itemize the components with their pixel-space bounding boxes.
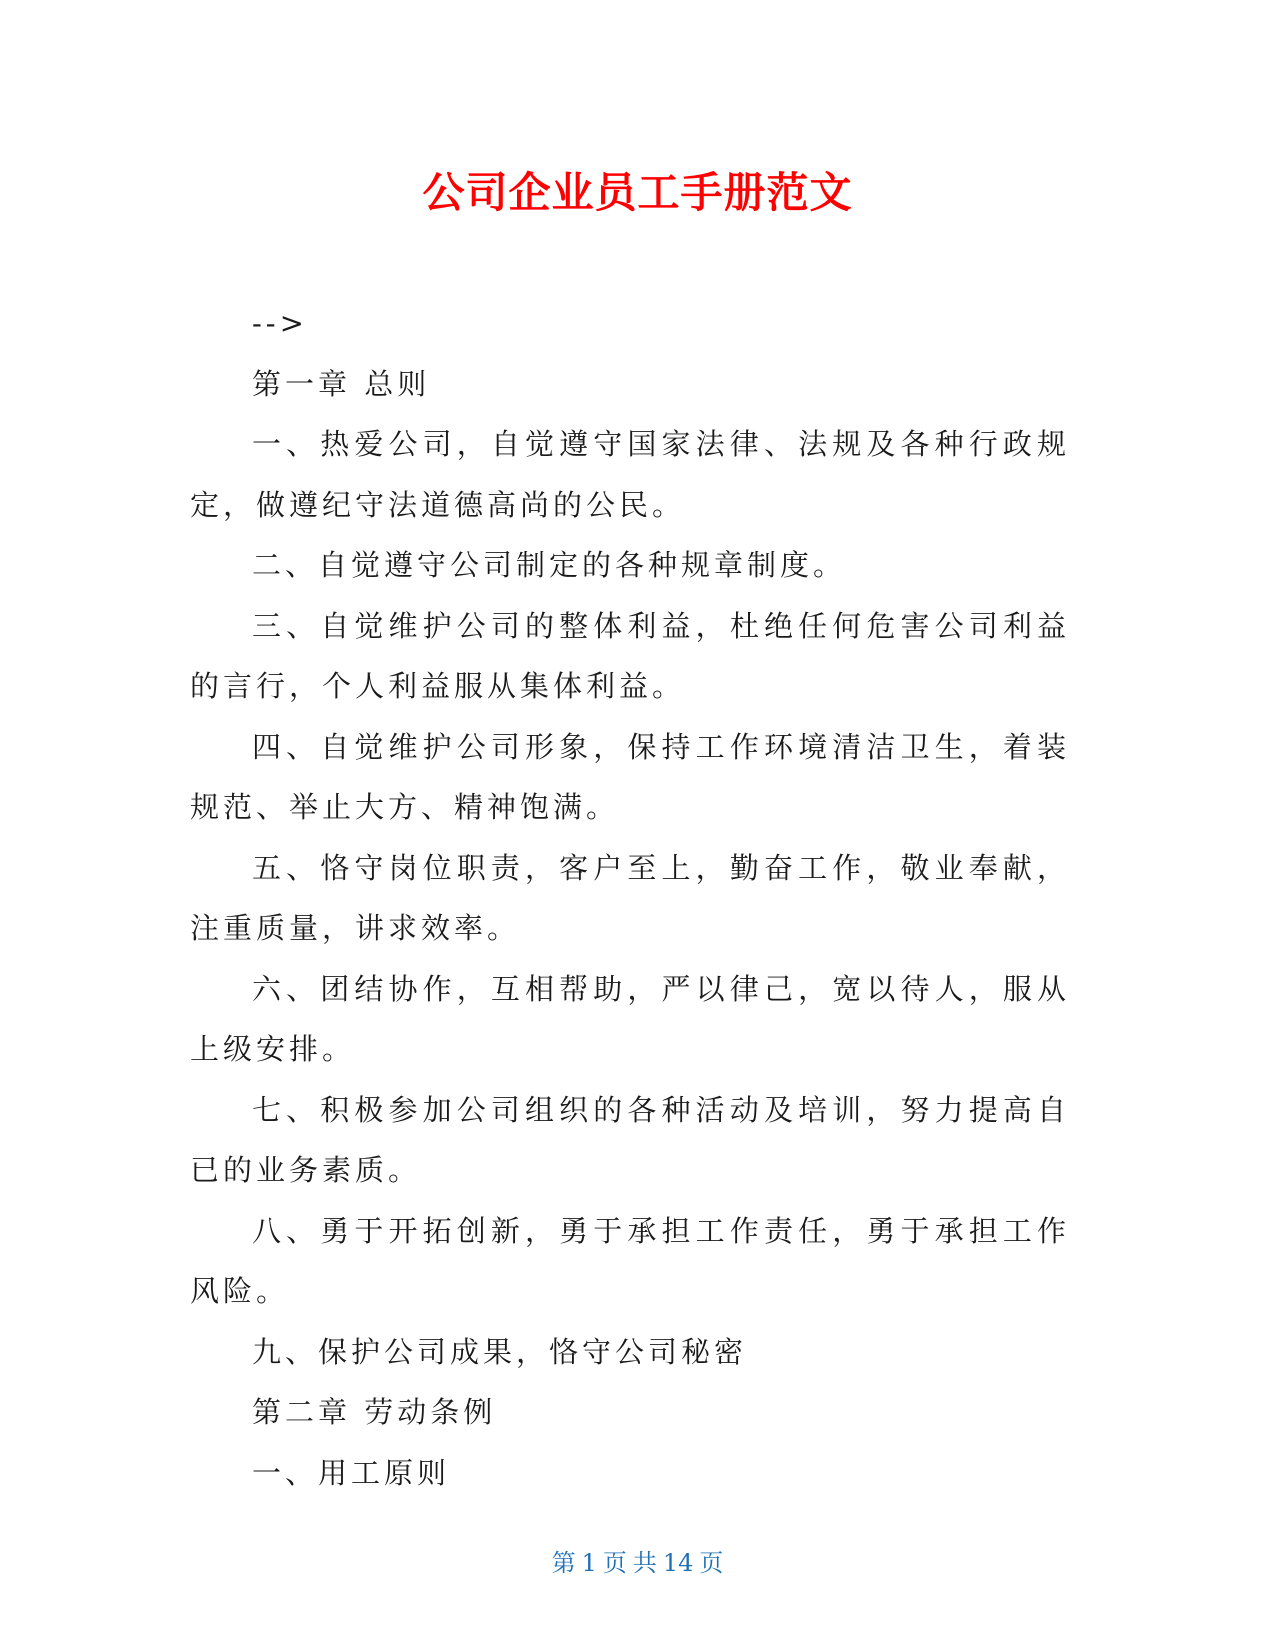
paragraph-item-6: 六、团结协作，互相帮助，严以律己，宽以待人，服从上级安排。 — [190, 971, 1070, 1066]
footer-current-page: 1 — [581, 1549, 597, 1577]
paragraph-item-2: 二、自觉遵守公司制定的各种规章制度。 — [252, 548, 847, 582]
document-body — [190, 293, 1070, 1503]
paragraph-item-4: 四、自觉维护公司形象，保持工作环境清洁卫生，着装规范、举止大方、精神饱满。 — [190, 729, 1070, 824]
page-footer — [0, 1543, 1275, 1578]
paragraph-item-7: 七、积极参加公司组织的各种活动及培训，努力提高自已的业务素质。 — [190, 1092, 1070, 1187]
paragraph-arrow: --> — [252, 306, 308, 340]
paragraph-item-3: 三、自觉维护公司的整体利益，杜绝任何危害公司利益的言行，个人利益服从集体利益。 — [190, 608, 1070, 703]
paragraph-item-5: 五、恪守岗位职责，客户至上，勤奋工作，敬业奉献，注重质量，讲求效率。 — [190, 850, 1070, 945]
paragraph-item-8: 八、勇于开拓创新，勇于承担工作责任，勇于承担工作风险。 — [190, 1213, 1070, 1308]
paragraph-item-9: 九、保护公司成果，恪守公司秘密 — [252, 1334, 748, 1369]
paragraph-sub-1: 一、用工原则 — [252, 1455, 451, 1490]
footer-suffix: 页 — [699, 1549, 724, 1577]
chapter-heading-1: 第一章 总则 — [252, 366, 431, 401]
footer-total-pages: 14 — [662, 1549, 694, 1577]
footer-page-word: 页 — [602, 1549, 627, 1577]
footer-total-word: 共 — [632, 1549, 657, 1577]
paragraph-item-1: 一、热爱公司，自觉遵守国家法律、法规及各种行政规定，做遵纪守法道德高尚的公民。 — [190, 427, 1070, 522]
footer-prefix: 第 — [551, 1549, 576, 1577]
document-title: 公司企业员工手册范文 — [422, 168, 853, 217]
chapter-heading-2: 第二章 劳动条例 — [252, 1395, 497, 1429]
